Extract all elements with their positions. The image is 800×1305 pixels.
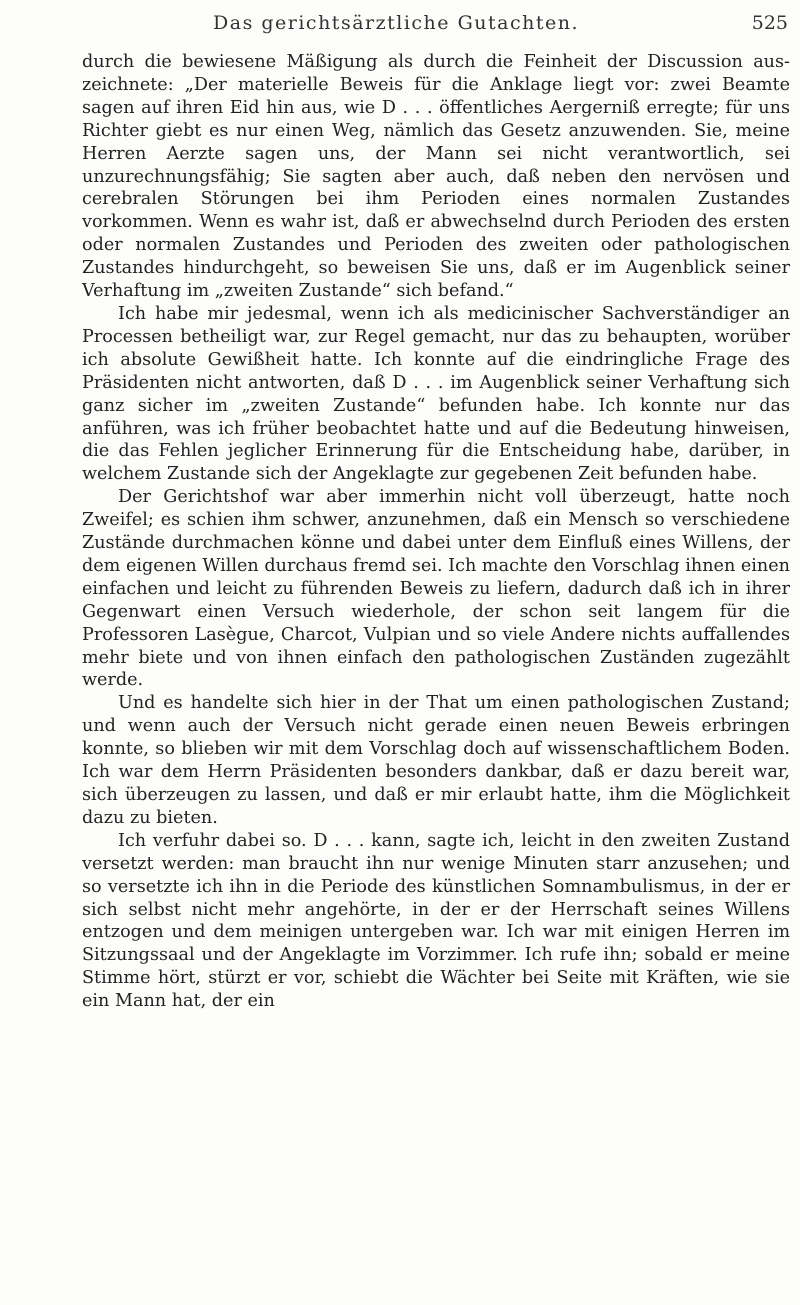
paragraph-4: Und es handelte sich hier in der That um einen pathologischen Zustand; und wenn auch der Versuch nicht gerade einen neuen Beweis erbringen konnte, so blieben wir mit dem Vorschlag doch auf wissenschaftlichem Boden. Ich war dem Herrn Präsidenten besonders dankbar, daß er dazu bereit war, sich überzeugen zu lassen, und daß er mir erlaubt hatte, ihm die Möglichkeit dazu zu bieten.	[82, 693, 790, 828]
paragraph-3: Der Gerichtshof war aber immerhin nicht voll überzeugt, hatte noch Zweifel; es schien ihm schwer, anzunehmen, daß ein Mensch so verschiedene Zustände durchmachen könne und dabei unter dem Einfluß eines Willens, der dem eigenen Willen durchaus fremd sei. Ich machte den Vorschlag ihnen einen einfachen und leicht zu führenden Beweis zu liefern, dadurch daß ich in ihrer Gegenwart einen Versuch wiederhole, der schon seit langem für die Professoren Lasègue, Charcot, Vulpian und so viele Andere nichts auffallendes mehr biete und von ihnen einfach den pathologischen Zuständen zugezählt werde.	[82, 487, 790, 691]
running-title: Das gerichtsärztliche Gutachten.	[213, 12, 579, 34]
paragraph-1: durch die bewiesene Mäßigung als durch die Feinheit der Discussion auszeichnete: „Der materielle Beweis für die Anklage liegt vor: zwei Beamte sagen auf ihren Eid hin aus, wie D . . . öffentliches Aergerniß erregte; für uns Richter giebt es nur einen Weg, nämlich das Gesetz anzuwenden. Sie, meine Herren Aerzte sagen uns, der Mann sei nicht verantwortlich, sei unzurechnungsfähig; Sie sagten aber auch, daß neben den nervösen und cerebralen Störungen bei ihm Perioden eines normalen Zustandes vorkommen. Wenn es wahr ist, daß er abwechselnd durch Perioden des ersten oder normalen Zustandes und Perioden des zweiten oder pathologischen Zustandes hindurchgeht, so beweisen Sie uns, daß er im Augenblick seiner Verhaftung im „zweiten Zustande“ sich befand.“	[82, 52, 790, 302]
running-header	[0, 10, 792, 38]
paragraph-2: Ich habe mir jedesmal, wenn ich als medicinischer Sachverständiger an Processen betheiligt war, zur Regel gemacht, nur das zu behaupten, worüber ich absolute Gewißheit hatte. Ich konnte auf die eindringliche Frage des Präsidenten nicht antworten, daß D . . . im Augenblick seiner Verhaftung sich ganz sicher im „zweiten Zustande“ befunden habe. Ich konnte nur das anführen, was ich früher beobachtet hatte und auf die Bedeutung hinweisen, die das Fehlen jeglicher Erinnerung für die Entscheidung habe, darüber, in welchem Zustande sich der Angeklagte zur gegebenen Zeit befunden habe.	[82, 303, 790, 485]
body-text	[82, 51, 790, 1013]
paragraph-5: Ich verfuhr dabei so. D . . . kann, sagte ich, leicht in den zweiten Zustand versetzt werden: man braucht ihn nur wenige Minuten starr anzusehen; und so versetzte ich ihn in die Periode des künstlichen Somnambulismus, in der er sich selbst nicht mehr angehörte, in der er der Herrschaft seines Willens entzogen und dem meinigen untergeben war. Ich war mit einigen Herren im Sitzungssaal und der Angeklagte im Vorzimmer. Ich rufe ihn; sobald er meine Stimme hört, stürzt er vor, schiebt die Wächter bei Seite mit Kräften, wie sie ein Mann hat, der ein	[82, 830, 790, 1012]
page-number: 525	[751, 12, 788, 34]
